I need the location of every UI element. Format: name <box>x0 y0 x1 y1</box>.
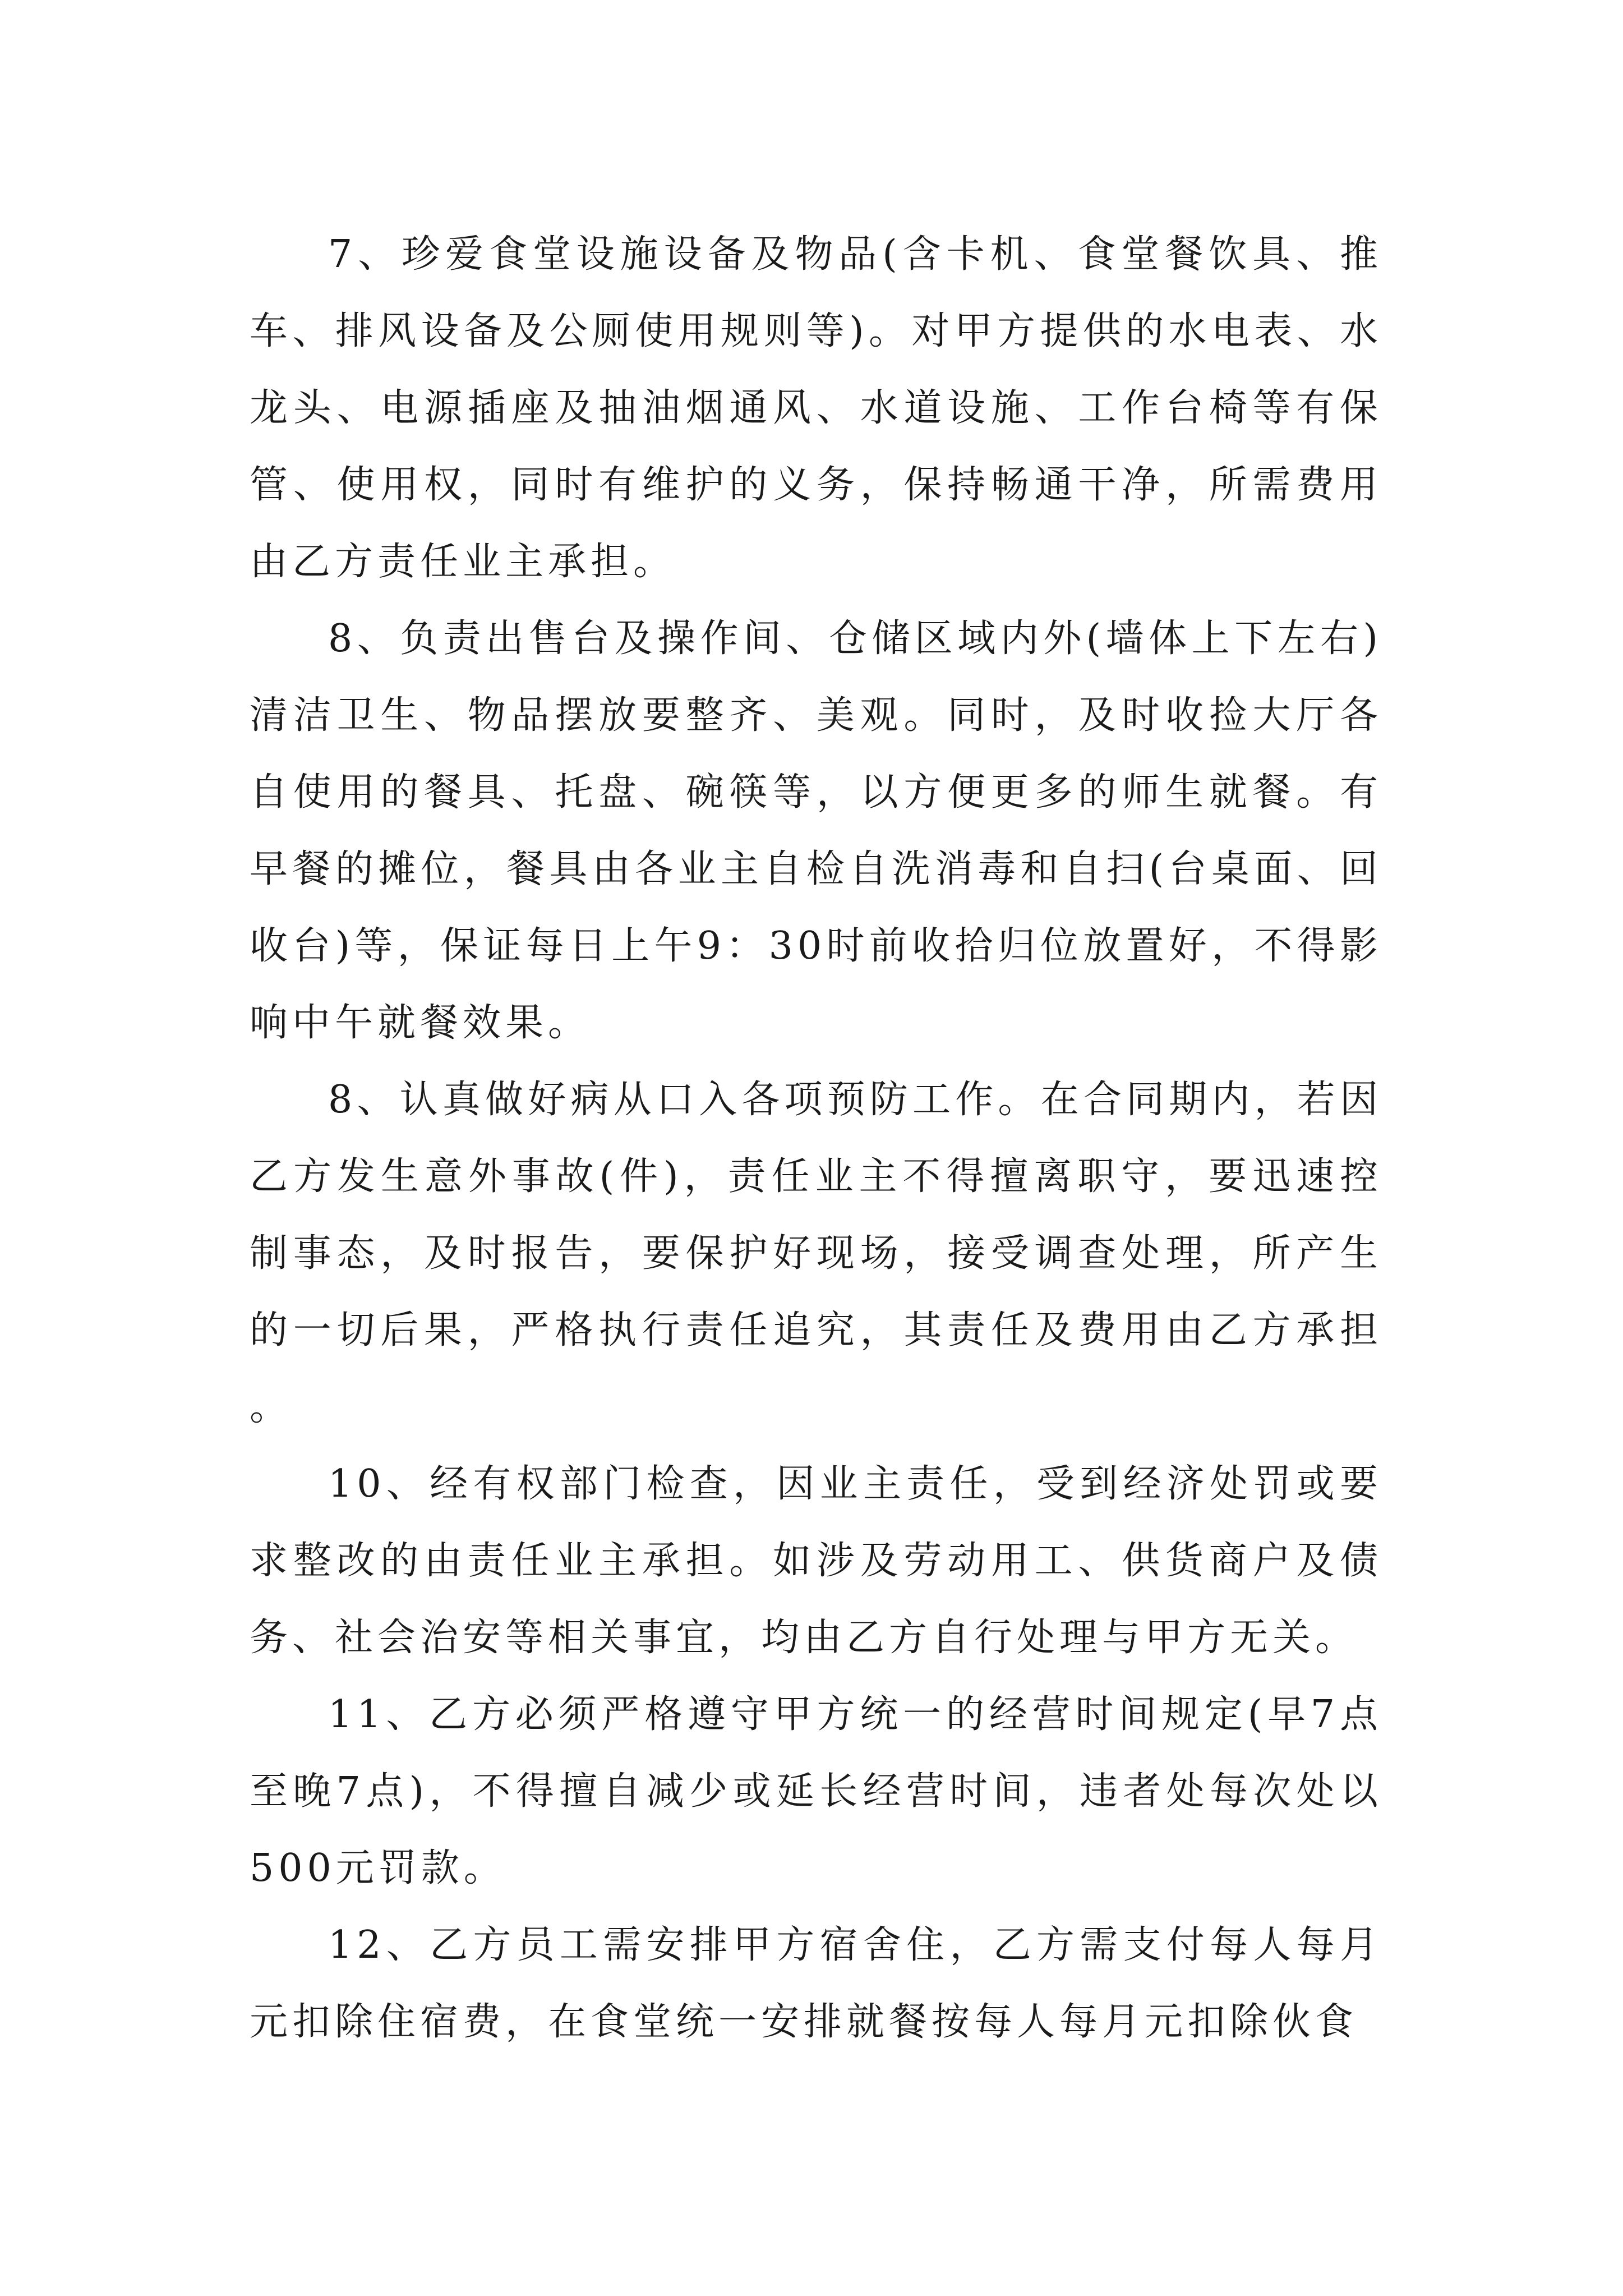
clause-11-business-hours: 11、乙方必须严格遵守甲方统一的经营时间规定(早7点至晚7点)，不得擅自减少或延长经营时间，违者处每次处以500元罚款。 <box>250 1692 1382 1890</box>
clause-8-cleaning: 8、负责出售台及操作间、仓储区域内外(墙体上下左右)清洁卫生、物品摆放要整齐、美观。同时，及时收捡大厅各自使用的餐具、托盘、碗筷等，以方便更多的师生就餐。有早餐的摊位，餐具由各业主自检自洗消毒和自扫(台桌面、回收台)等，保证每日上午9：30时前收拾归位放置好，不得影响中午就餐效果。 <box>250 616 1382 1045</box>
clause-12-accommodation: 12、乙方员工需安排甲方宿舍住，乙方需支付每人每月元扣除住宿费，在食堂统一安排就餐按每人每月元扣除伙食 <box>250 1923 1382 2044</box>
document-body <box>250 216 1382 2060</box>
clause-8-prevention: 8、认真做好病从口入各项预防工作。在合同期内，若因乙方发生意外事故(件)，责任业主不得擅离职守，要迅速控制事态，及时报告，要保护好现场，接受调查处理，所产生的一切后果，严格执行责任追究，其责任及费用由乙方承担。 <box>250 1078 1382 1429</box>
clause-10-penalties: 10、经有权部门检查，因业主责任，受到经济处罚或要求整改的由责任业主承担。如涉及劳动用工、供货商户及债务、社会治安等相关事宜，均由乙方自行处理与甲方无关。 <box>250 1462 1382 1660</box>
clause-7-facilities: 7、珍爱食堂设施设备及物品(含卡机、食堂餐饮具、推车、排风设备及公厕使用规则等)。对甲方提供的水电表、水龙头、电源插座及抽油烟通风、水道设施、工作台椅等有保管、使用权，同时有维护的义务，保持畅通干净，所需费用由乙方责任业主承担。 <box>250 232 1382 584</box>
